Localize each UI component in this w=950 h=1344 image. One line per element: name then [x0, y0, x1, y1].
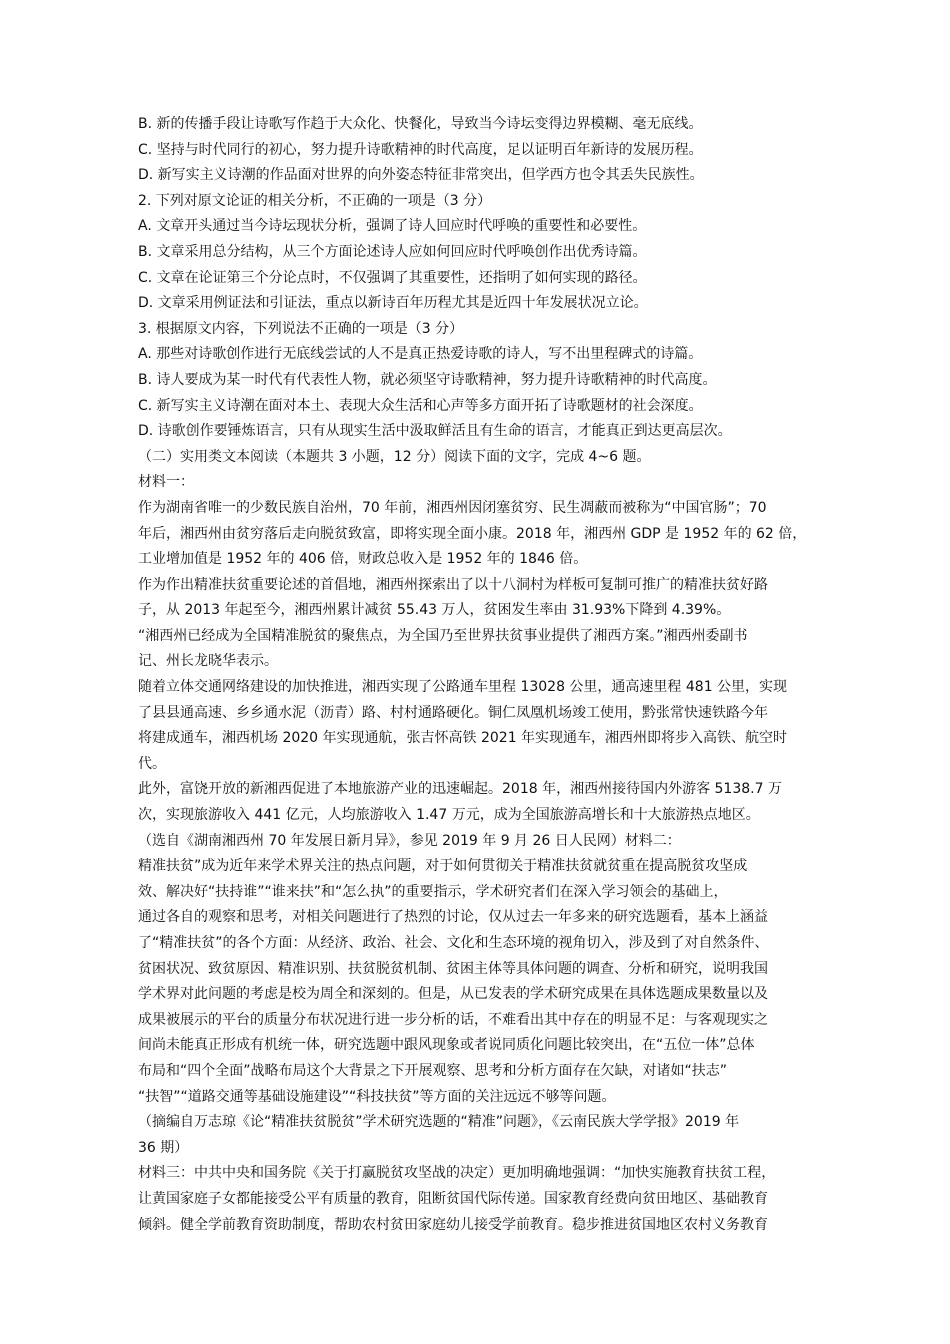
text-line: B. 文章采用总分结构，从三个方面论述诗人应如何回应时代呼唤创作出优秀诗篇。 — [138, 243, 647, 260]
text-line: 贫困状况、致贫原因、精准识别、扶贫脱贫机制、贫困主体等具体问题的调查、分析和研究，说明我国 — [138, 960, 768, 977]
text-line: 通过各自的观察和思考，对相关问题进行了热烈的讨论，仅从过去一年多来的研究选题看，基本上涵益 — [138, 909, 768, 926]
text-line: 年后，湘西州由贫穷落后走向脱贫致富，即将实现全面小康。2018 年，湘西州 GDP 是 1952 年的 62 倍， — [138, 525, 807, 542]
text-line: （摘编自万志琼《论“精准扶贫脱贫”学术研究选题的“精准”问题》，《云南民族大学学报》2019 年 — [138, 1114, 740, 1131]
text-line: C. 新写实主义诗潮在面对本土、表现大众生活和心声等多方面开拓了诗歌题材的社会深度。 — [138, 397, 703, 414]
text-line: 成果被展示的平台的质量分布状况进行进一步分析的话，不难看出其中存在的明显不足：与客观现实之 — [138, 1011, 768, 1028]
text-line: 此外，富饶开放的新湘西促进了本地旅游产业的迅速崛起。2018 年，湘西州接待国内外游客 5138.7 万 — [138, 781, 782, 798]
text-line: 作为湖南省唯一的少数民族自治州，70 年前，湘西州因闭塞贫穷、民生凋蔽而被称为“中国官肠”；70 — [138, 499, 767, 516]
text-line: 效、解决好“扶持谁”“谁来扶”和“怎么执”的重要指示，学术研究者们在深入学习领会的基础上， — [138, 883, 728, 900]
text-line: 倾斜。健全学前教育资助制度，帮助农村贫田家庭幼儿接受学前教育。稳步推进贫国地区农村义务教育 — [138, 1216, 768, 1233]
text-line: 代。 — [138, 755, 166, 772]
text-line: 3. 根据原文内容，下列说法不正确的一项是（3 分） — [138, 320, 464, 337]
text-line: 让黄国家庭子女都能接受公平有质量的教育，阻断贫国代际传递。国家教育经费向贫田地区、基础教育 — [138, 1190, 768, 1207]
document-page — [138, 112, 828, 1238]
text-line: 学术界对此问题的考虑是校为周全和深刻的。但是，从已发表的学术研究成果在具体选题成果数量以及 — [138, 986, 768, 1003]
text-line: 精准扶贫”成为近年来学术界关注的热点问题，对于如何贯彻关于精准扶贫就贫重在提高脱贫攻坚成 — [138, 858, 748, 875]
text-line: C. 文章在论证第三个分论点时，不仅强调了其重要性，还指明了如何实现的路径。 — [138, 269, 647, 286]
text-line: A. 文章开头通过当今诗坛现状分析，强调了诗人回应时代呼唤的重要性和必要性。 — [138, 218, 647, 235]
text-line: 工业增加值是 1952 年的 406 倍，财政总收入是 1952 年的 1846 倍。 — [138, 551, 588, 568]
text-line: “湘西州已经成为全国精准脱贫的聚焦点，为全国乃至世界扶贫事业提供了湘西方案。”湘西州委副书 — [138, 627, 748, 644]
text-line: 36 期） — [138, 1139, 189, 1156]
text-line: D. 新写实主义诗潮的作品面对世界的向外姿态特征非常突出，但学西方也令其丢失民族性。 — [138, 167, 704, 184]
text-line: 材料三：中共中央和国务院《关于打赢脱贫攻坚战的决定）更加明确地强调：“加快实施教育扶贫工程， — [138, 1165, 776, 1182]
text-line: A. 那些对诗歌创作进行无底线尝试的人不是真正热爱诗歌的诗人，写不出里程碑式的诗篇。 — [138, 346, 703, 363]
text-line: 材料一： — [138, 474, 194, 491]
text-line: B. 新的传播手段让诗歌写作趋于大众化、快餐化，导致当今诗坛变得边界模糊、毫无底线。 — [138, 116, 703, 132]
text-line: 了“精准扶贫”的各个方面：从经济、政治、社会、文化和生态环境的视角切入，涉及到了对自然条件、 — [138, 935, 769, 951]
text-line: 次，实现旅游收入 441 亿元，人均旅游收入 1.47 万元，成为全国旅游高增长和十大旅游热点地区。 — [138, 807, 760, 824]
text-line: C. 坚持与时代同行的初心，努力提升诗歌精神的时代高度，足以证明百年新诗的发展历程。 — [138, 141, 703, 158]
text-line: 间尚未能真正形成有机统一体，研究选题中跟风现象或者说同质化问题比较突出，在“五位一体”总体 — [138, 1037, 755, 1054]
text-line: （二）实用类文本阅读（本题共 3 小题，12 分）阅读下面的文字，完成 4~6 题。 — [138, 448, 651, 465]
text-line: B. 诗人要成为某一时代有代表性人物，就必须坚守诗歌精神，努力提升诗歌精神的时代高度。 — [138, 371, 717, 388]
text-line: 2. 下列对原文论证的相关分析，不正确的一项是（3 分） — [138, 192, 492, 209]
text-line: 子，从 2013 年起至今，湘西州累计减贫 55.43 万人，贫困发生率由 31.93%下降到 4.39%。 — [138, 602, 731, 619]
text-line: D. 文章采用例证法和引证法，重点以新诗百年历程尤其是近四十年发展状况立论。 — [138, 295, 648, 312]
text-line: 记、州长龙晓华表示。 — [138, 653, 278, 670]
text-line: D. 诗歌创作要锤炼语言，只有从现实生活中汲取鲜活且有生命的语言，才能真正到达更高层次。 — [138, 423, 732, 440]
text-line: （选自《湖南湘西州 70 年发展日新月异》，参见 2019 年 9 月 26 日人民网）材料二： — [138, 832, 681, 849]
text-line: 随着立体交通网络建设的加快推进，湘西实现了公路通车里程 13028 公里，通高速里程 481 公里，实现 — [138, 679, 788, 696]
text-line: 了县县通高速、乡乡通水泥（沥青）路、村村通路硬化。铜仁凤凰机场竣工使用，黔张常快速铁路今年 — [138, 704, 768, 721]
text-line: 将建成通车，湘西机场 2020 年实现通航，张吉怀高铁 2021 年实现通车，湘西州即将步入高铁、航空时 — [138, 730, 788, 747]
text-line: “扶智”“道路交通等基础设施建设”“科技扶贫”等方面的关注远远不够等问题。 — [138, 1088, 616, 1105]
text-line: 布局和“四个全面”战略布局这个大背景之下开展观察、思考和分析方面存在欠缺，对诸如“扶志” — [138, 1062, 728, 1079]
text-line: 作为作出精准扶贫重要论述的首倡地，湘西州探索出了以十八洞村为样板可复制可推广的精准扶贫好路 — [138, 576, 768, 593]
